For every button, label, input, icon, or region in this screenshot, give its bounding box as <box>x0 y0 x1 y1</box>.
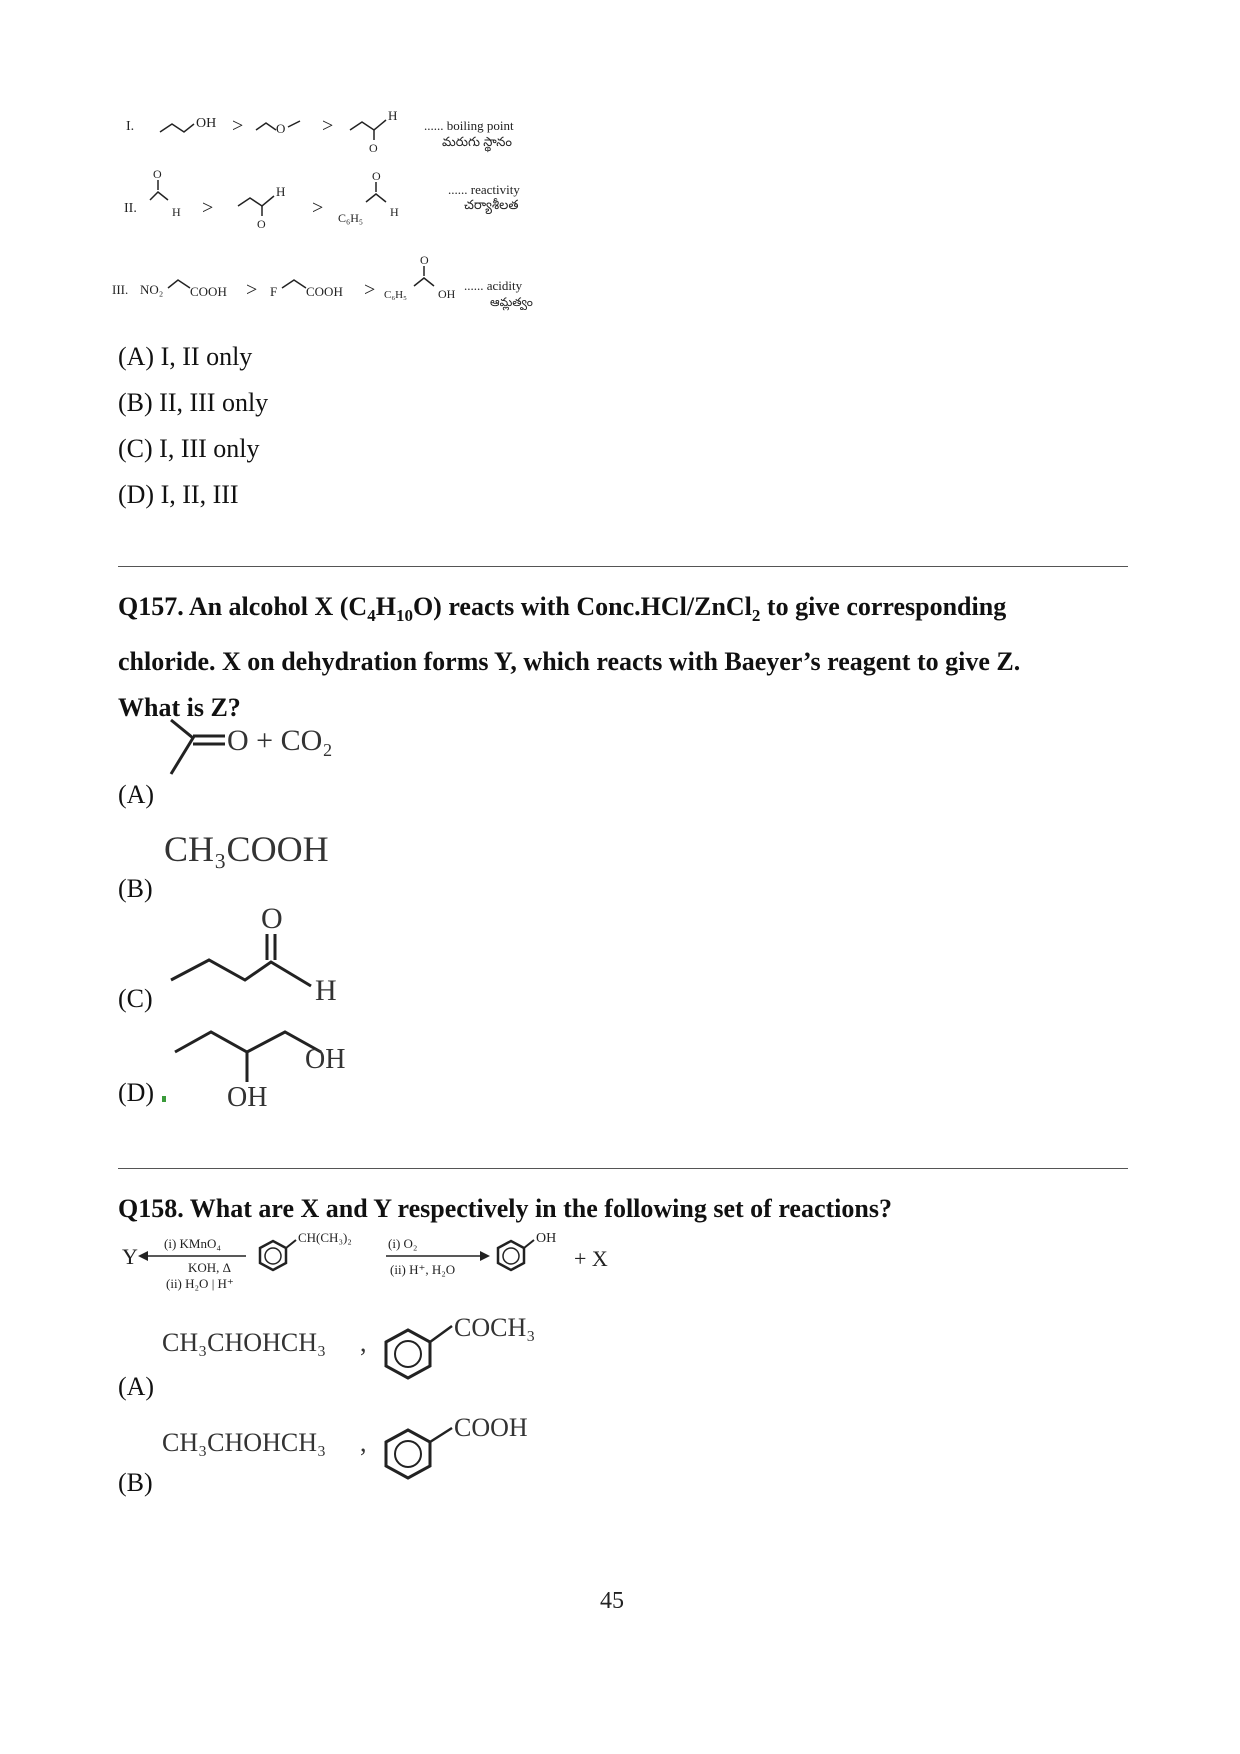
row3-note: ...... acidity <box>464 278 523 293</box>
statement-iii-number: III. <box>112 282 129 297</box>
q157-line3: What is Z? <box>118 693 241 723</box>
scheme-plus-x: + X <box>574 1246 608 1271</box>
q157-number: Q157. <box>118 592 184 621</box>
row1-ether-o: O <box>276 121 286 136</box>
q157-option-d-label: (D) <box>118 1078 155 1107</box>
q158-a-sub: COCH₃ <box>454 1313 536 1342</box>
q158-reaction-scheme <box>118 1226 638 1306</box>
q157-c-h: H <box>315 974 337 1007</box>
q157-sub-10: 10 <box>395 606 413 626</box>
q158-option-a-left: CH₃CHOHCH₃ <box>162 1328 327 1357</box>
q157-option-c-structure <box>165 898 355 1008</box>
row2-o2: O <box>257 217 266 231</box>
scheme-y: Y <box>122 1244 138 1269</box>
row1-h: H <box>388 108 398 123</box>
q157-option-b-label: (B) <box>118 874 153 903</box>
scheme-right-bot: (ii) H⁺, H₂O <box>390 1262 456 1277</box>
scheme-left-top: (i) KMnO₄ <box>164 1236 221 1251</box>
q157-option-c-label: (C) <box>118 984 153 1013</box>
row2-note: ...... reactivity <box>448 182 520 197</box>
ether-chain-right <box>288 121 300 127</box>
row3-no2: NO₂ <box>140 282 164 297</box>
row3-gt1: > <box>246 279 258 301</box>
row3-gt2: > <box>364 279 376 301</box>
row1-gt1: > <box>232 115 244 137</box>
row2-h1: H <box>172 205 181 219</box>
statements-figure <box>110 100 630 320</box>
scheme-right-top: (i) O₂ <box>388 1236 418 1251</box>
prev-option-b: (B) II, III only <box>118 388 269 417</box>
scheme-left-mid: KOH, Δ <box>188 1260 232 1275</box>
row1-note: ...... boiling point <box>424 118 514 133</box>
q157-line2: chloride. X on dehydration forms Y, which reacts with Baeyer’s reagent to give Z. <box>118 647 1021 677</box>
row3-cooh2: COOH <box>306 284 343 299</box>
q157-sub-2: 2 <box>751 606 761 626</box>
divider-2 <box>118 1168 1128 1169</box>
row2-h2: H <box>276 184 286 199</box>
q157-option-a-label: (A) <box>118 780 155 809</box>
q157-sub-4: 4 <box>367 606 376 626</box>
cumene-ring <box>260 1241 286 1270</box>
row1-o: O <box>369 141 378 155</box>
q157-d-oh2: OH <box>227 1082 268 1113</box>
q157-option-a-structure <box>165 716 365 786</box>
q157-h: H <box>375 592 396 621</box>
q157-stem <box>118 584 1128 731</box>
row3-oh: OH <box>438 287 456 301</box>
row1-oh: OH <box>196 116 217 131</box>
q158-option-a-comma: , <box>360 1328 367 1357</box>
row3-f: F <box>270 284 278 299</box>
q157-a-text: O + CO₂ <box>227 724 333 757</box>
statement-i-number: I. <box>126 119 135 134</box>
row3-cooh1: COOH <box>190 284 227 299</box>
scheme-left-bot: (ii) H₂O | H⁺ <box>166 1276 234 1291</box>
q157-c-o: O <box>261 902 283 935</box>
row2-note-te: చర్యాశీలత <box>464 197 519 212</box>
q158-option-b-label: (B) <box>118 1468 153 1497</box>
row2-gt1: > <box>202 197 214 219</box>
q158-b-sub: COOH <box>454 1413 528 1442</box>
ether-chain-left <box>256 123 276 130</box>
q158-number: Q158. <box>118 1194 184 1223</box>
scheme-oh: OH <box>536 1231 557 1246</box>
row2-aldehyde <box>238 196 274 206</box>
q157-d-oh1: OH <box>305 1044 346 1075</box>
prev-option-c: (C) I, III only <box>118 434 260 463</box>
row3-o: O <box>420 253 429 267</box>
row1-gt2: > <box>322 115 334 137</box>
phenol-ring <box>498 1241 524 1270</box>
prev-option-d: (D) I, II, III <box>118 480 239 509</box>
green-mark <box>162 1096 166 1102</box>
q157-line1 <box>118 584 1128 639</box>
divider-1 <box>118 566 1128 567</box>
q158-option-b-comma: , <box>360 1428 367 1457</box>
row3-note-te: ఆమ్లత్వం <box>490 295 533 309</box>
statement-ii-number: II. <box>124 201 137 216</box>
q158-option-b-left: CH₃CHOHCH₃ <box>162 1428 327 1457</box>
q157-text-b: O) reacts with Conc.HCl/ZnCl <box>412 592 752 621</box>
q158-text: What are X and Y respectively in the following set of reactions? <box>189 1194 892 1223</box>
q158-option-b-structure <box>378 1408 578 1488</box>
row2-c6h5: C₆H₅ <box>338 211 364 225</box>
q158-option-a-label: (A) <box>118 1372 155 1401</box>
row2-h3: H <box>390 205 399 219</box>
q157-option-d-structure <box>165 1022 375 1117</box>
prev-option-a: (A) I, II only <box>118 342 253 371</box>
row2-gt2: > <box>312 197 324 219</box>
row2-o1: O <box>153 167 162 181</box>
row3-c6h5: C₆H₅ <box>384 289 407 301</box>
page-number: 45 <box>600 1588 624 1614</box>
scheme-substituent: CH(CH₃)₂ <box>298 1230 352 1245</box>
q158-option-a-structure <box>378 1306 578 1386</box>
q157-option-b-formula: CH₃COOH <box>164 829 329 869</box>
row2-o3: O <box>372 169 381 183</box>
acetaldehyde <box>150 192 168 200</box>
row1-note-te: మరుగు స్థానం <box>442 134 513 149</box>
q157-text-a: An alcohol X (C <box>188 592 368 621</box>
q157-text-c: to give corresponding <box>760 592 1007 621</box>
ethanol-like-chain <box>160 124 194 132</box>
aldehyde-chain <box>350 120 386 130</box>
